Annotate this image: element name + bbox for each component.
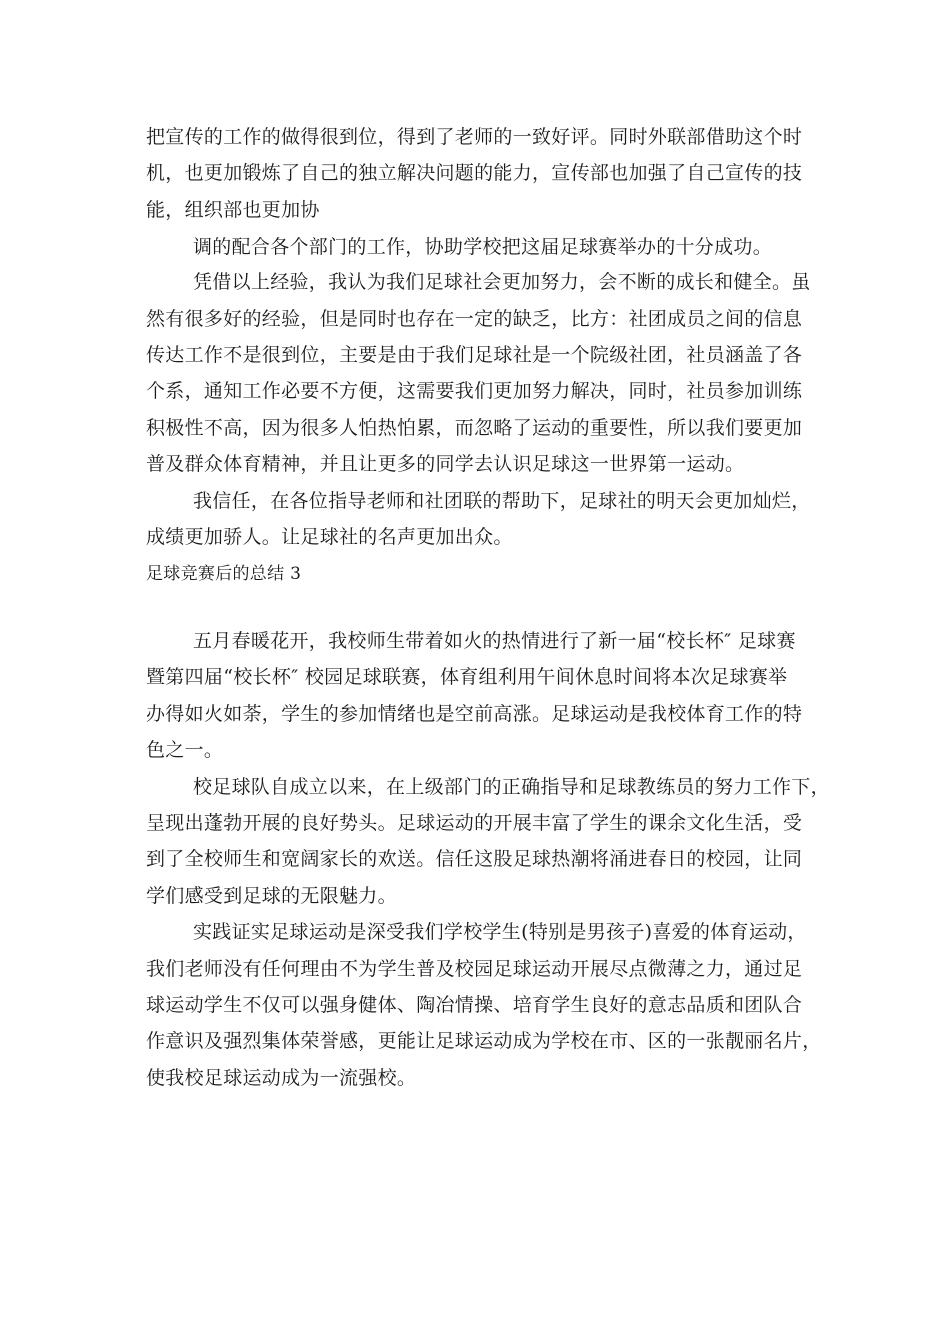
paragraph-3-line-6: 普及群众体育精神，并且让更多的同学去认识足球这一世界第一运动。 — [146, 453, 745, 475]
paragraph-1-line-1: 把宣传的工作的做得很到位，得到了老师的一致好评。同时外联部借助这个时 — [146, 126, 803, 148]
paragraph-7-line-4: 作意识及强烈集体荣誉感，更能让足球运动成为学校在市、区的一张靓丽名片， — [146, 1030, 822, 1052]
paragraph-6-line-4: 学们感受到足球的无限魅力。 — [146, 885, 397, 907]
paragraph-3-line-4: 个系，通知工作必要不方便，这需要我们更加努力解决，同时，社员参加训练 — [146, 380, 803, 402]
paragraph-7-line-5: 使我校足球运动成为一流强校。 — [146, 1067, 417, 1089]
paragraph-5-line-1: 五月春暖花开，我校师生带着如火的热情进行了新一届“校长杯″ 足球赛 — [193, 630, 796, 652]
paragraph-6-line-3: 到了全校师生和宽阔家长的欢送。信任这股足球热潮将涌进春日的校园，让同 — [146, 848, 803, 870]
paragraph-5-line-4: 色之一。 — [146, 739, 224, 761]
section-title: 足球竞赛后的总结 3 — [146, 564, 302, 584]
paragraph-1-line-2: 机，也更加锻炼了自己的独立解决问题的能力，宣传部也加强了自己宣传的技 — [146, 162, 803, 184]
paragraph-2-line-1: 调的配合各个部门的工作，协助学校把这届足球赛举办的十分成功。 — [193, 236, 773, 258]
paragraph-1-line-3: 能，组织部也更加协 — [146, 199, 320, 221]
paragraph-6-line-1: 校足球队自成立以来，在上级部门的正确指导和足球教练员的努力工作下， — [193, 776, 830, 798]
paragraph-4-line-2: 成绩更加骄人。让足球社的名声更加出众。 — [146, 526, 513, 548]
paragraph-5-line-3: 办得如火如荼，学生的参加情绪也是空前高涨。足球运动是我校体育工作的特 — [146, 703, 803, 725]
paragraph-3-line-5: 积极性不高，因为很多人怕热怕累，而忽略了运动的重要性，所以我们要更加 — [146, 417, 803, 439]
paragraph-7-line-3: 球运动学生不仅可以强身健体、陶冶情操、培育学生良好的意志品质和团队合 — [146, 994, 803, 1016]
paragraph-3-line-3: 传达工作不是很到位，主要是由于我们足球社是一个院级社团，社员涵盖了各 — [146, 344, 803, 366]
paragraph-6-line-2: 呈现出蓬勃开展的良好势头。足球运动的开展丰富了学生的课余文化生活，受 — [146, 812, 803, 834]
paragraph-3-line-1: 凭借以上经验，我认为我们足球社会更加努力，会不断的成长和健全。虽 — [193, 271, 811, 293]
paragraph-5-line-2: 暨第四届“校长杯″ 校园足球联赛，体育组利用午间休息时间将本次足球赛举 — [146, 666, 788, 688]
paragraph-7-line-2: 我们老师没有任何理由不为学生普及校园足球运动开展尽点微薄之力，通过足 — [146, 958, 803, 980]
paragraph-3-line-2: 然有很多好的经验，但是同时也存在一定的缺乏，比方：社团成员之间的信息 — [146, 308, 803, 330]
paragraph-4-line-1: 我信任，在各位指导老师和社团联的帮助下，足球社的明天会更加灿烂， — [193, 490, 811, 512]
paragraph-7-line-1: 实践证实足球运动是深受我们学校学生(特别是男孩子)喜爱的体育运动， — [193, 921, 807, 943]
